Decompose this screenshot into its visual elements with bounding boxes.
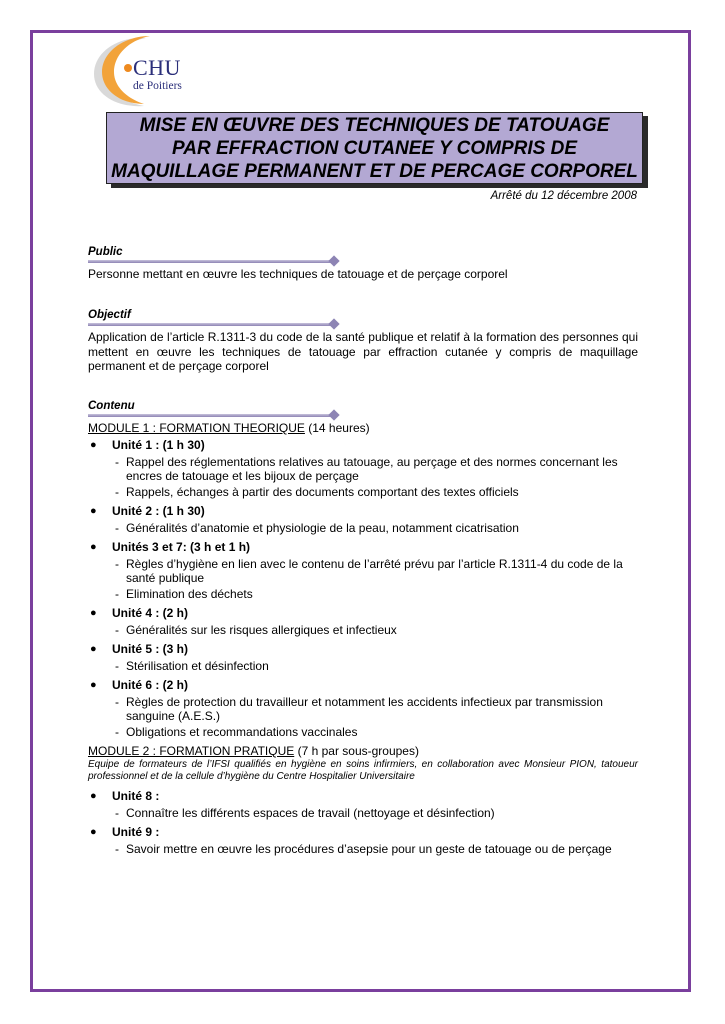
logo — [133, 57, 182, 93]
unit-title: Unité 5 : (3 h) — [112, 642, 189, 656]
dash-icon: - — [115, 484, 119, 499]
arrow-rule-icon — [88, 260, 332, 263]
list-item — [112, 587, 640, 602]
arrow-rule-icon — [88, 323, 332, 326]
unit-topic-list — [112, 695, 640, 740]
bullet-dot-icon: ● — [90, 607, 97, 619]
dash-icon: - — [115, 556, 119, 571]
dash-icon: - — [115, 454, 119, 469]
unit-title: Unité 4 : (2 h) — [112, 606, 189, 620]
list-item-text: Elimination des déchets — [126, 586, 253, 601]
bullet-dot-icon: ● — [90, 505, 97, 517]
bullet-dot-icon: ● — [90, 643, 97, 655]
list-item — [112, 557, 640, 586]
module2-heading — [88, 744, 419, 758]
list-item-text: Généralités d’anatomie et physiologie de la peau, notamment cicatrisation — [126, 520, 519, 535]
bullet-dot-icon: ● — [90, 541, 97, 553]
list-item-text: Connaître les différents espaces de travail (nettoyage et désinfection) — [126, 805, 495, 820]
list-item-text: Rappels, échanges à partir des documents comportant des textes officiels — [126, 484, 519, 499]
module1-units — [88, 438, 640, 744]
unit-item — [88, 540, 640, 601]
unit-topic-list — [112, 557, 640, 602]
module1-title: MODULE 1 : FORMATION THEORIQUE — [88, 421, 305, 435]
section-public-label: Public — [88, 246, 123, 258]
logo-name: CHU — [133, 55, 181, 80]
unit-topic-list — [112, 521, 640, 536]
list-item-text: Règles de protection du travailleur et notamment les accidents infectieux par transmission sanguine (A.E.S.) — [126, 694, 603, 723]
dash-icon: - — [115, 520, 119, 535]
section-objectif-label: Objectif — [88, 309, 131, 321]
bullet-dot-icon: ● — [90, 439, 97, 451]
unit-topic-list — [112, 659, 640, 674]
module2-units — [88, 789, 640, 861]
logo-dot-icon — [124, 64, 132, 72]
dash-icon: - — [115, 694, 119, 709]
list-item-text: Rappel des réglementations relatives au tatouage, au perçage et des normes concernant les encres de tatouage et les bijoux de perçage — [126, 454, 618, 483]
page-title — [111, 114, 638, 183]
list-item — [112, 659, 640, 674]
unit-title: Unité 8 : — [112, 789, 160, 803]
unit-item — [88, 825, 640, 856]
unit-item — [88, 642, 640, 673]
unit-title: Unité 1 : (1 h 30) — [112, 438, 205, 452]
list-item — [112, 842, 640, 857]
module2-hours: (7 h par sous-groupes) — [294, 744, 419, 758]
list-item — [112, 725, 640, 740]
list-item — [112, 623, 640, 638]
title-line: PAR EFFRACTION CUTANEE Y COMPRIS DE — [171, 137, 577, 159]
public-text: Personne mettant en œuvre les techniques de tatouage et de perçage corporel — [88, 267, 508, 281]
dash-icon: - — [115, 724, 119, 739]
module1-heading — [88, 421, 370, 435]
title-line: MAQUILLAGE PERMANENT ET DE PERCAGE CORPOREL — [111, 160, 638, 182]
module2-title: MODULE 2 : FORMATION PRATIQUE — [88, 744, 295, 758]
decree-date: Arrêté du 12 décembre 2008 — [490, 190, 637, 202]
list-item — [112, 806, 640, 821]
unit-topic-list — [112, 842, 640, 857]
unit-topic-list — [112, 455, 640, 500]
unit-item — [88, 678, 640, 739]
title-box — [106, 112, 643, 184]
unit-item — [88, 789, 640, 820]
dash-icon: - — [115, 622, 119, 637]
dash-icon: - — [115, 658, 119, 673]
list-item-text: Règles d’hygiène en lien avec le contenu de l’arrêté prévu par l’article R.1311-4 du code de la santé publique — [126, 556, 623, 585]
unit-title: Unité 2 : (1 h 30) — [112, 504, 205, 518]
list-item-text: Obligations et recommandations vaccinales — [126, 724, 358, 739]
list-item — [112, 485, 640, 500]
section-contenu-label: Contenu — [88, 400, 135, 412]
bullet-dot-icon: ● — [90, 679, 97, 691]
list-item — [112, 455, 640, 484]
unit-topic-list — [112, 806, 640, 821]
list-item-text: Stérilisation et désinfection — [126, 658, 269, 673]
arrow-rule-icon — [88, 414, 332, 417]
dash-icon: - — [115, 586, 119, 601]
unit-item — [88, 438, 640, 499]
dash-icon: - — [115, 841, 119, 856]
bullet-dot-icon: ● — [90, 826, 97, 838]
list-item — [112, 695, 640, 724]
list-item-text: Généralités sur les risques allergiques et infectieux — [126, 622, 397, 637]
unit-title: Unité 6 : (2 h) — [112, 678, 189, 692]
module2-staff: Equipe de formateurs de l’IFSI qualifiés en hygiène en soins infirmiers, en collaboration avec Monsieur PION, tatoueur professionnel et de la cellule d’hygiène du Centre Hospitalier Universitaire — [88, 759, 638, 782]
dash-icon: - — [115, 805, 119, 820]
unit-topic-list — [112, 623, 640, 638]
list-item-text: Savoir mettre en œuvre les procédures d’asepsie pour un geste de tatouage ou de perçage — [126, 841, 612, 856]
module1-hours: (14 heures) — [304, 421, 370, 435]
logo-subtitle: de Poitiers — [133, 80, 182, 92]
objectif-text: Application de l’article R.1311-3 du code de la santé publique et relatif à la formation des personnes qui mettent en œuvre les techniques de tatouage par effraction cutanée y compris de maquillage permanent et de perçage corporel — [88, 330, 638, 373]
list-item — [112, 521, 640, 536]
title-line: MISE EN ŒUVRE DES TECHNIQUES DE TATOUAGE — [139, 114, 610, 136]
bullet-dot-icon: ● — [90, 790, 97, 802]
unit-item — [88, 504, 640, 535]
unit-item — [88, 606, 640, 637]
unit-title: Unité 9 : — [112, 825, 160, 839]
unit-title: Unités 3 et 7: (3 h et 1 h) — [112, 540, 251, 554]
